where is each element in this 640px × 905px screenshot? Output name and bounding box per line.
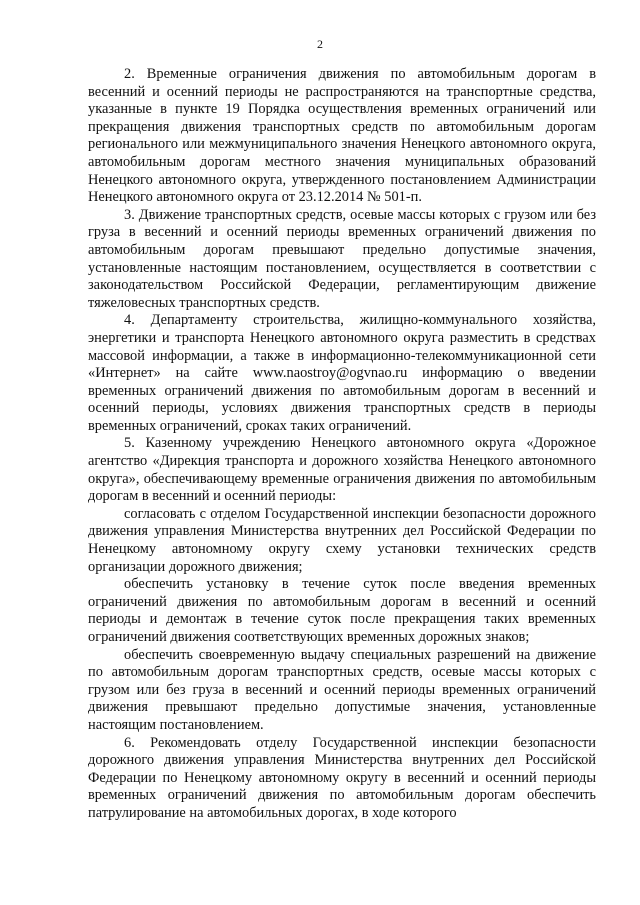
document-body [88, 66, 596, 823]
paragraph-item-5: 5. Казенному учреждению Ненецкого автономного округа «Дорожное агентство «Дирекция транспорта и дорожного хозяйства Ненецкого автономного округа», обеспечивающему временные ограничения движения по автомобильным дорогам в весенний и осенний периоды: [88, 435, 596, 505]
paragraph-item-6: 6. Рекомендовать отделу Государственной инспекции безопасности дорожного движения управления Министерства внутренних дел Российской Федерации по Ненецкому автономному округу в весенний и осенний периоды временных ограничений движения по автомобильным дорогам обеспечить патрулирование на автомобильных дорогах, в ходе которого [88, 734, 596, 821]
page-number: 2 [317, 37, 323, 51]
paragraph-item-2: 2. Временные ограничения движения по автомобильным дорогам в весенний и осенний периоды не распространяются на транспортные средства, указанные в пункте 19 Порядка осуществления временных ограничений или прекращения движения транспортных средств по автомобильным дорогам регионального или межмуниципального значения Ненецкого автономного округа, автомобильным дорогам местного значения муниципальных образований Ненецкого автономного округа, утвержденного постановлением Администрации Ненецкого автономного округа от 23.12.2014 № 501-п. [88, 66, 596, 206]
paragraph-item-5-subitem-2: обеспечить установку в течение суток после введения временных ограничений движения по автомобильным дорогам в весенний и осенний периоды и демонтаж в течение суток после прекращения таких временных ограничений движения соответствующих временных дорожных знаков; [88, 576, 596, 645]
paragraph-item-5-subitem-1: согласовать с отделом Государственной инспекции безопасности дорожного движения управления Министерства внутренних дел Российской Федерации по Ненецкому автономному округу схему установки технических средств организации дорожного движения; [88, 505, 596, 575]
paragraph-item-5-subitem-3: обеспечить своевременную выдачу специальных разрешений на движение по автомобильным дорогам транспортных средств, осевые массы которых с грузом или без груза в весенний и осенний периоды временных ограничений движения превышают предельно допустимые значения, установленные настоящим постановлением. [88, 646, 596, 733]
paragraph-item-4: 4. Департаменту строительства, жилищно-коммунального хозяйства, энергетики и транспорта Ненецкого автономного округа разместить в средствах массовой информации, а также в информационно-телекоммуникационной сети «Интернет» на сайте www.naostroy@ogvnao.ru информацию о введении временных ограничений движения по автомобильным дорогам в весенний и осенний периоды, условиях движения транспортных средств в периоды временных ограничений, сроках таких ограничений. [88, 312, 596, 434]
paragraph-item-3: 3. Движение транспортных средств, осевые массы которых с грузом или без груза в весенний и осенний периоды временных ограничений движения по автомобильным дорогам превышают предельно допустимые значения, установленные настоящим постановлением, осуществляется в соответствии с законодательством Российской Федерации, регламентирующим движение тяжеловесных транспортных средств. [88, 206, 596, 311]
